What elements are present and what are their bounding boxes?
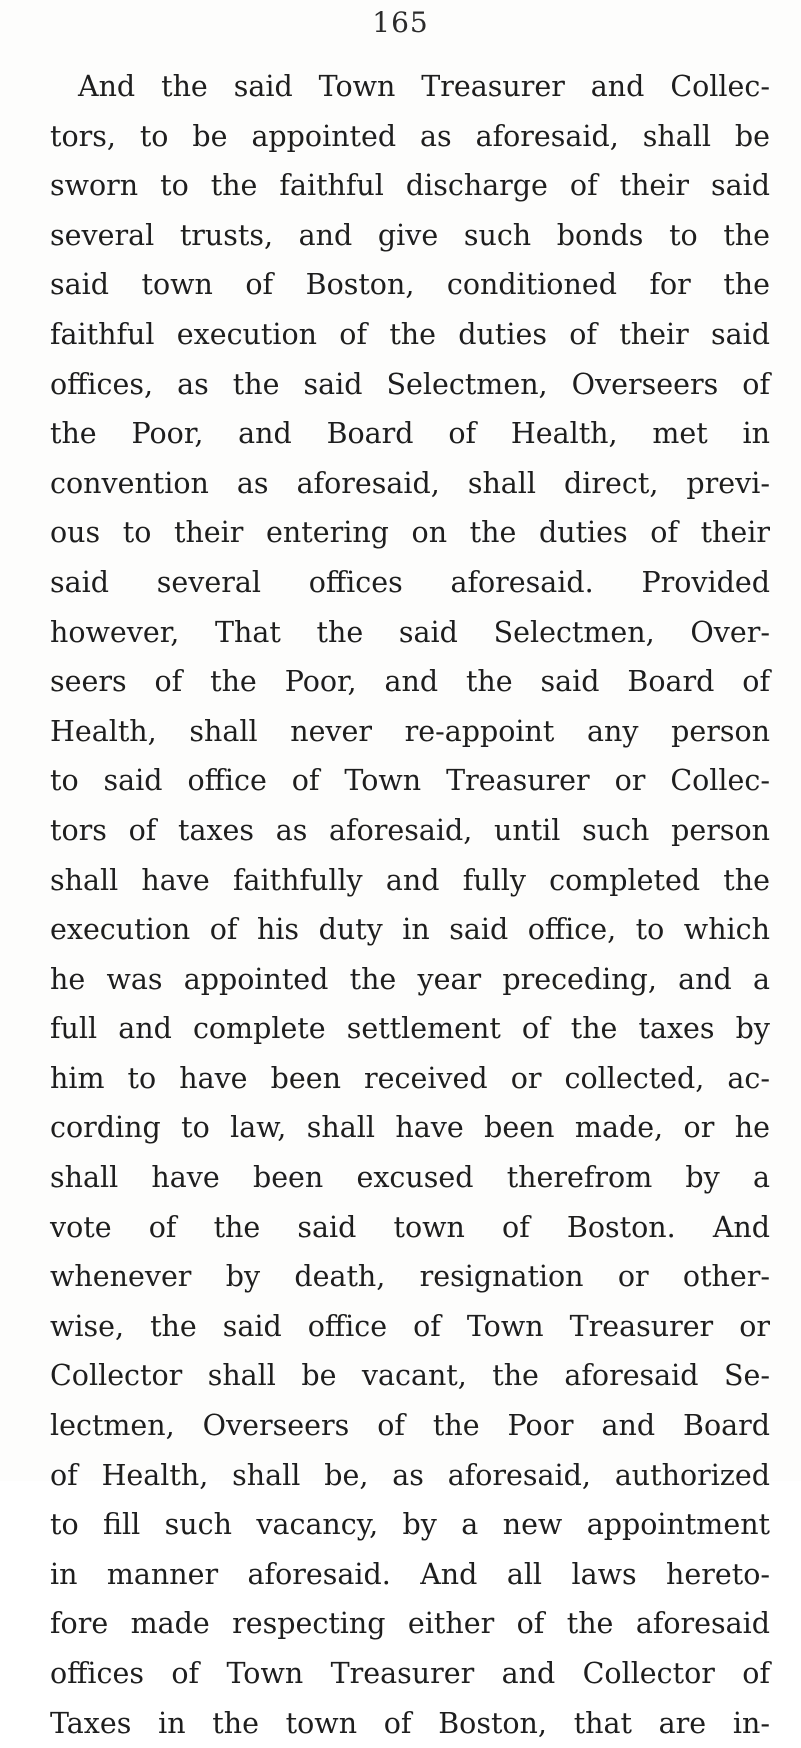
text-line: ous to their entering on the duties of their (50, 516, 770, 550)
text-line: tors, to be appointed as aforesaid, shall be (50, 119, 770, 153)
text-line: seers of the Poor, and the said Board of (50, 665, 770, 699)
text-line: of Health, shall be, as aforesaid, authorized (50, 1458, 770, 1492)
text-line: Taxes in the town of Boston, that are in- (50, 1706, 770, 1740)
text-line: Health, shall never re-appoint any person (50, 714, 770, 748)
page-number: 165 (372, 6, 429, 39)
text-line: several trusts, and give such bonds to the (50, 218, 770, 252)
text-line: to fill such vacancy, by a new appointment (50, 1508, 770, 1542)
text-line: him to have been received or collected, ac- (50, 1061, 770, 1095)
text-line: to said office of Town Treasurer or Collec- (50, 764, 770, 798)
body-text (50, 62, 770, 1748)
text-line: lectmen, Overseers of the Poor and Board (50, 1409, 770, 1443)
text-line: said town of Boston, conditioned for the (50, 268, 770, 302)
text-line: the Poor, and Board of Health, met in (50, 417, 770, 451)
text-line: offices, as the said Selectmen, Overseers of (50, 367, 770, 401)
text-line: shall have faithfully and fully completed the (50, 863, 770, 897)
text-line: wise, the said office of Town Treasurer or (50, 1309, 770, 1343)
text-line: he was appointed the year preceding, and a (50, 962, 770, 996)
text-line: faithful execution of the duties of their said (50, 317, 770, 351)
text-line: full and complete settlement of the taxes by (50, 1012, 770, 1046)
text-line: whenever by death, resignation or other- (50, 1260, 770, 1294)
text-line: sworn to the faithful discharge of their said (50, 169, 770, 203)
text-line: tors of taxes as aforesaid, until such person (50, 813, 770, 847)
text-line: And the said Town Treasurer and Collec- (78, 70, 770, 103)
text-line: said several offices aforesaid. Provided (50, 565, 770, 599)
text-line: cording to law, shall have been made, or he (50, 1111, 770, 1145)
text-line: Collector shall be vacant, the aforesaid Se- (50, 1359, 770, 1393)
text-line: however, That the said Selectmen, Over- (50, 615, 770, 649)
text-line: offices of Town Treasurer and Collector of (50, 1657, 770, 1690)
text-line: shall have been excused therefrom by a (50, 1161, 770, 1195)
text-line: execution of his duty in said office, to which (50, 913, 770, 947)
text-line: fore made respecting either of the aforesaid (50, 1607, 770, 1641)
text-line: in manner aforesaid. And all laws hereto- (50, 1557, 770, 1591)
text-line: vote of the said town of Boston. And (50, 1210, 770, 1244)
text-line: convention as aforesaid, shall direct, previ- (50, 466, 770, 500)
